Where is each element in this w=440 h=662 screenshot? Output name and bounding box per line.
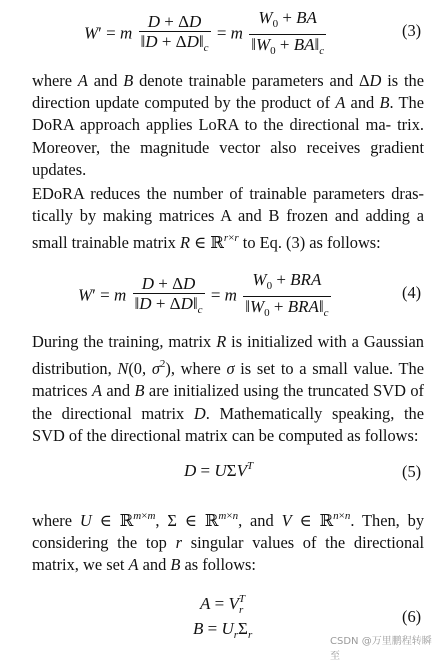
equation-4-number: (4) <box>402 283 422 302</box>
paragraph-1: where A and B denote trainable parameters and ΔD is the direction update computed by the product of A and B. The DoRA approach applies LoRA to the directional ma- trix. Moreover, the magnitude vector also receives gradient updates. <box>32 71 424 179</box>
watermark: CSDN @万里鹏程转瞬至 <box>330 636 432 662</box>
paragraph-4: where U ∈ ℝ$^{m\times m}$, Σ ∈ ℝ$^{m\times n}$, and V ∈ ℝ$^{n\times n}$. Then, by considering the top r singular values of the directional matrix, we set A and B as follows: <box>32 510 425 575</box>
equation-6-line-1: $A = V^T_r$ <box>200 593 245 616</box>
paragraph-2: EDoRA reduces the number of trainable parameters dras- tically by making matrices A and B frozen and adding a small trainable matrix R ∈ ℝ$^{r\times r}$ to Eq. (3) as follows: <box>32 184 424 253</box>
equation-6-number: (6) <box>402 607 422 626</box>
equation-6-line-2: $B = U_r\Sigma_r$ <box>193 619 253 641</box>
equation-3: W′ = m $\frac{D + \Delta D}{‖D + \Delta D‖_c}$ = m $\frac{W_0 + BA}{‖W_0 + BA‖_c}$ <box>84 8 325 57</box>
equation-3-number: (3) <box>402 21 422 40</box>
equation-5: $D = U\Sigma V^T$ <box>184 460 254 480</box>
paragraph-3: During the training, matrix R is initialized with a Gaussian distribution, N(0, $\sigma^2$), where σ is set to a small value. The matrices A and B are initialized using the truncated SVD of the directional matrix D. Mathematically speaking, the SVD of the directional matrix can be computed as follows: <box>32 332 425 445</box>
equation-5-number: (5) <box>402 462 422 481</box>
equation-4: W′ = m $\frac{D + \Delta D}{‖D + \Delta D‖_c}$ = m $\frac{W_0 + BRA}{‖W_0 + BRA‖_c}$ <box>78 270 329 319</box>
